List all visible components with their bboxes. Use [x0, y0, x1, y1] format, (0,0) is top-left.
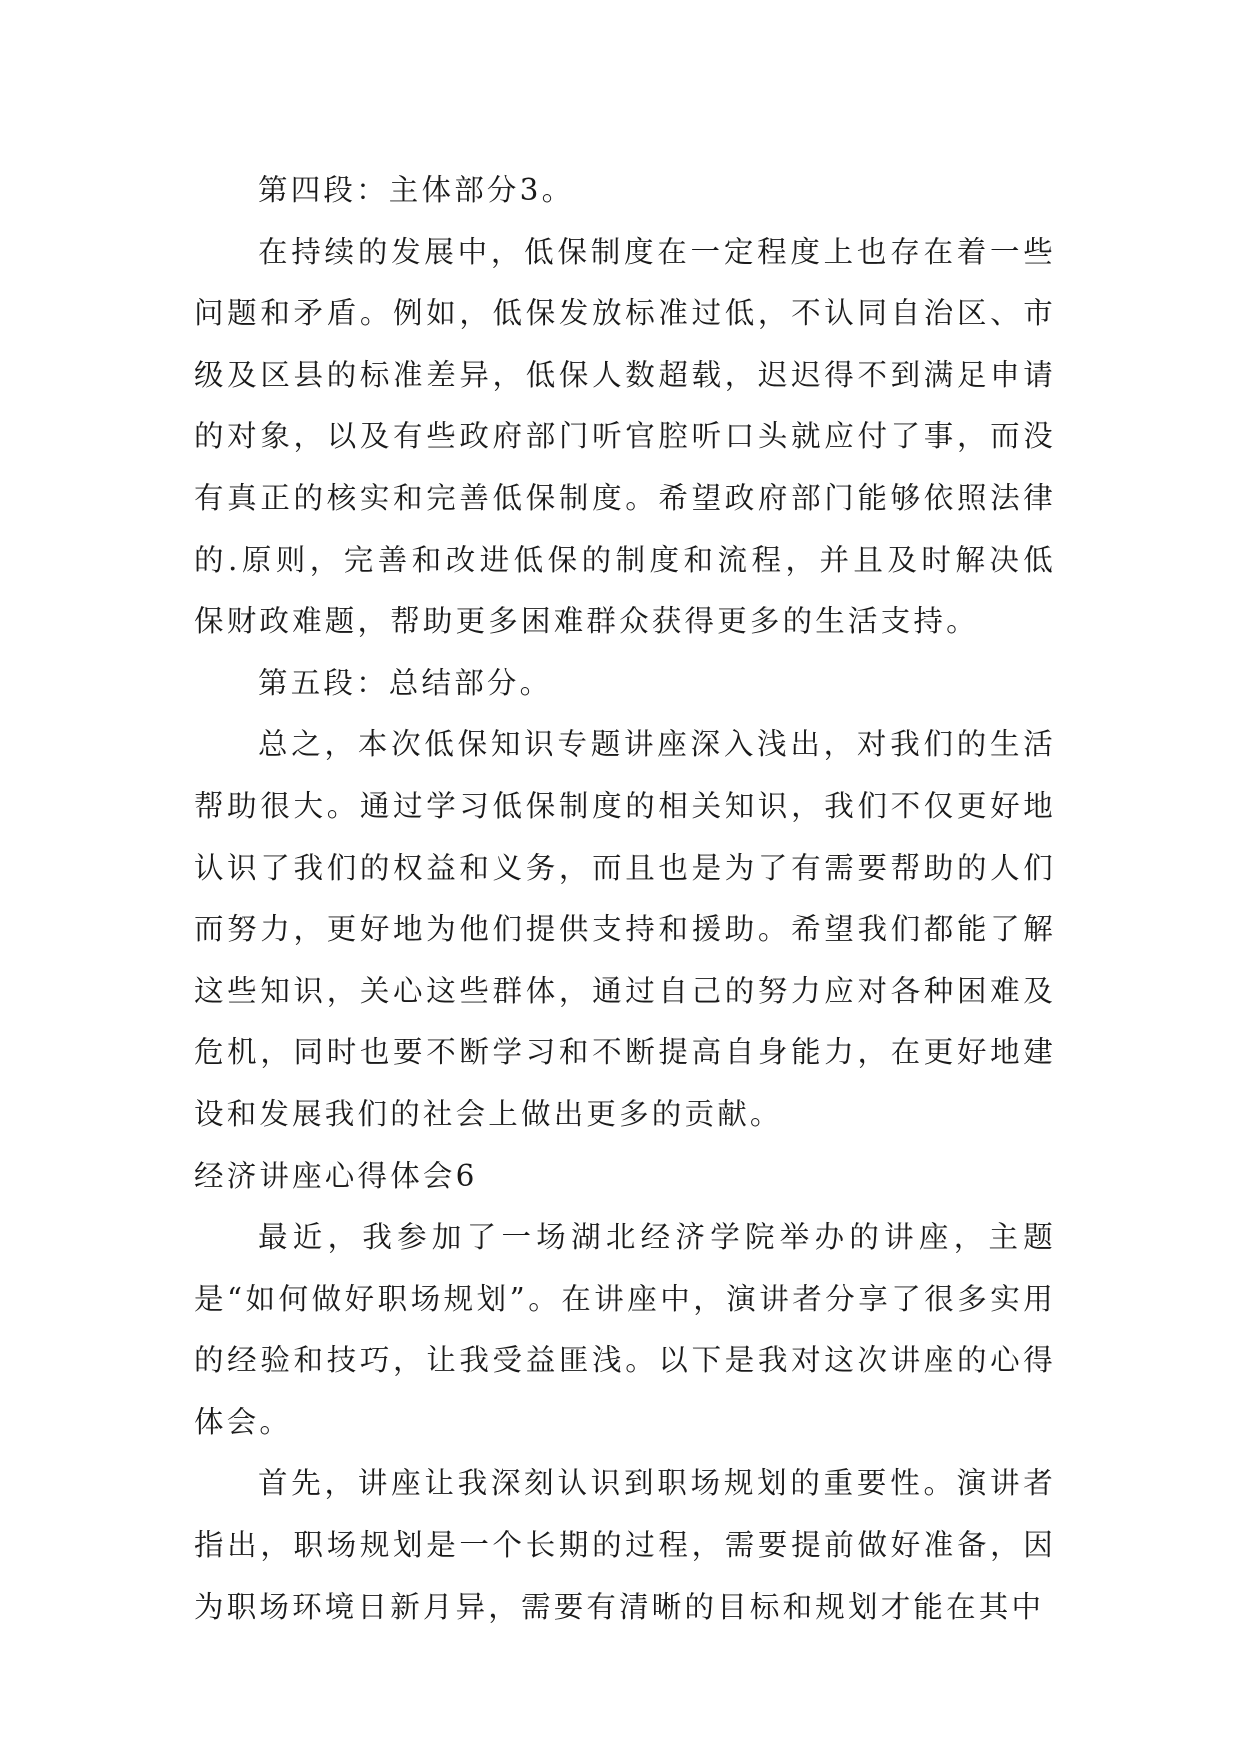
- article-title: 经济讲座心得体会6: [194, 1158, 478, 1193]
- section-heading-paragraph-5: 第五段：总结部分。: [258, 665, 553, 700]
- body-paragraph: 总之，本次低保知识专题讲座深入浅出，对我们的生活帮助很大。通过学习低保制度的相关知识，我们不仅更好地认识了我们的权益和义务，而且也是为了有需要帮助的人们而努力，更好地为他们提供支持和援助。希望我们都能了解这些知识，关心这些群体，通过自己的努力应对各种困难及危机，同时也要不断学习和不断提高自身能力，在更好地建设和发展我们的社会上做出更多的贡献。: [194, 727, 1056, 1131]
- body-paragraph: 首先，讲座让我深刻认识到职场规划的重要性。演讲者指出，职场规划是一个长期的过程，需要提前做好准备，因为职场环境日新月异，需要有清晰的目标和规划才能在其中: [194, 1466, 1056, 1624]
- section-heading-paragraph-4: 第四段：主体部分3。: [258, 173, 575, 207]
- body-paragraph: 最近，我参加了一场湖北经济学院举办的讲座，主题是“如何做好职场规划”。在讲座中，演讲者分享了很多实用的经验和技巧，让我受益匪浅。以下是我对这次讲座的心得体会。: [194, 1220, 1056, 1439]
- document-body: [194, 160, 1056, 1638]
- body-paragraph: 在持续的发展中，低保制度在一定程度上也存在着一些问题和矛盾。例如，低保发放标准过低，不认同自治区、市级及区县的标准差异，低保人数超载，迟迟得不到满足申请的对象，以及有些政府部门听官腔听口头就应付了事，而没有真正的核实和完善低保制度。希望政府部门能够依照法律的.原则，完善和改进低保的制度和流程，并且及时解决低保财政难题，帮助更多困难群众获得更多的生活支持。: [194, 234, 1056, 639]
